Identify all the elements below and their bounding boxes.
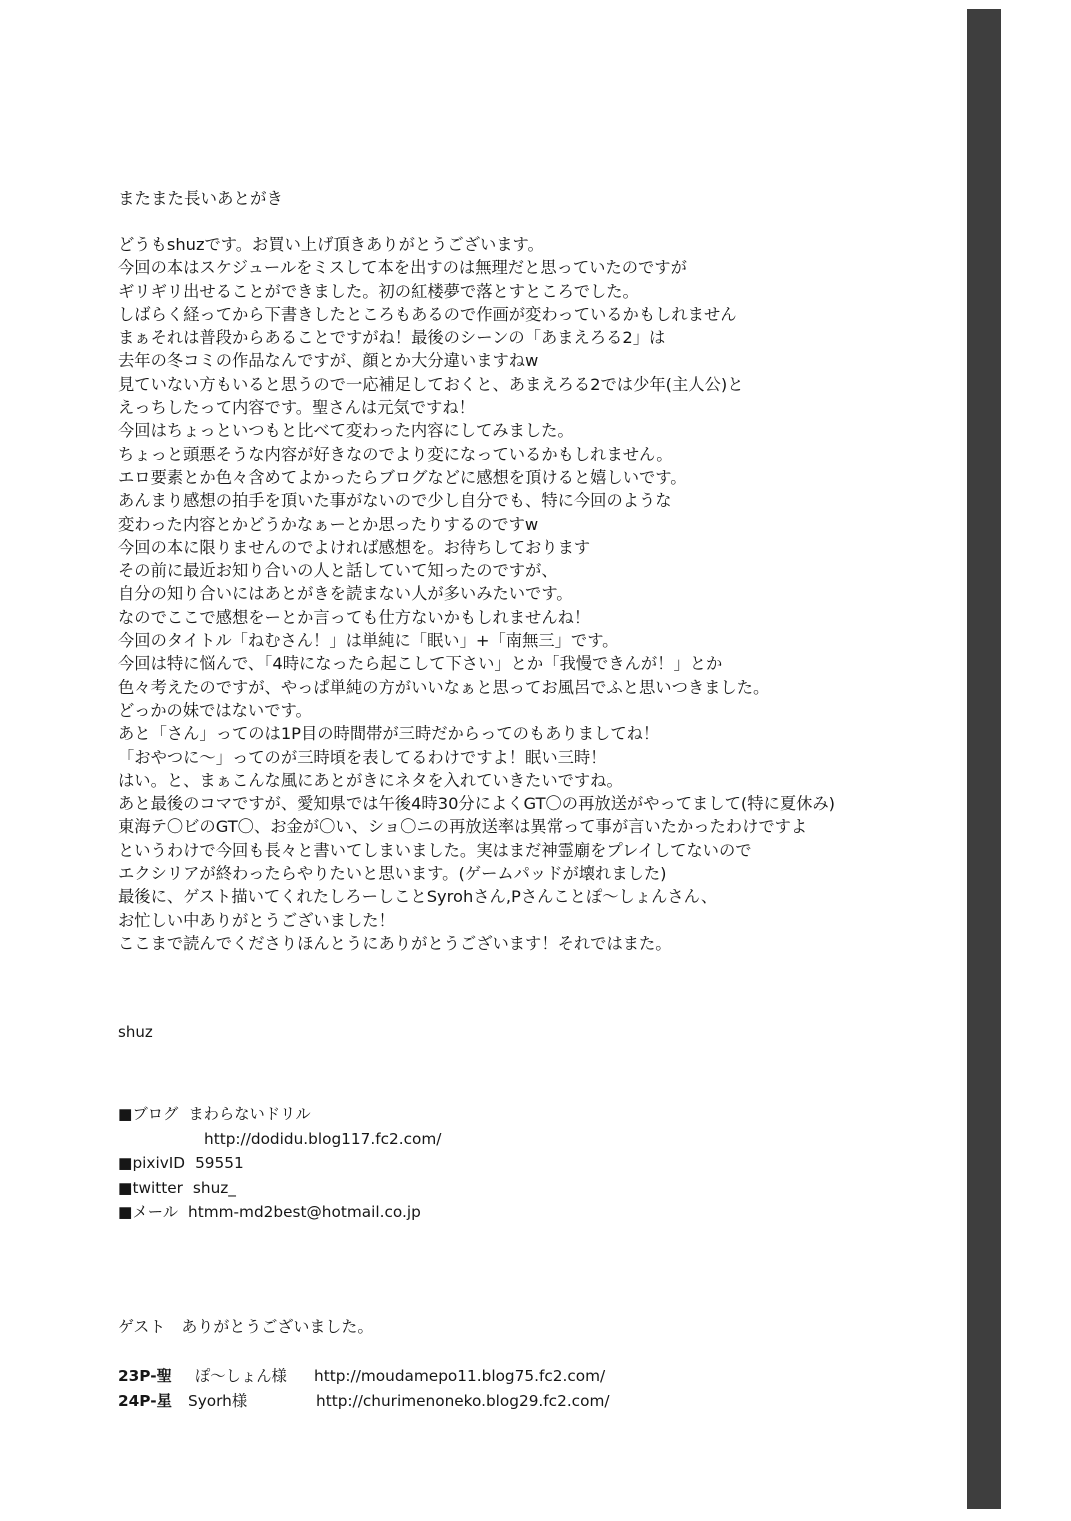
guest-url-link[interactable]: http://moudamepo11.blog75.fc2.com/ — [314, 1367, 606, 1385]
page-edge-bar — [967, 9, 1001, 1509]
body-line: エクシリアが終わったらやりたいと思います。(ゲームパッドが壊れました) — [118, 864, 667, 884]
body-line: 色々考えたのですが、やっぱ単純の方がいいなぁと思ってお風呂でふと思いつきました。 — [118, 677, 770, 697]
blog-label: ■ブログ — [118, 1105, 179, 1123]
mail-address[interactable]: htmm-md2best@hotmail.co.jp — [188, 1203, 421, 1221]
guest-name: Syorh様 — [188, 1391, 248, 1410]
body-line: なのでここで感想をーとか言っても仕方ないかもしれませんね！ — [118, 607, 591, 627]
twitter-row — [118, 1176, 441, 1201]
body-line: えっちしたって内容です。聖さんは元気ですね！ — [118, 398, 475, 418]
mail-row — [118, 1200, 441, 1225]
guest-page: 23P-聖 — [118, 1367, 172, 1385]
body-line: 東海テ〇ビのGT〇、お金が〇い、ショ〇ニの再放送率は異常って事が言いたかったわけですよ — [118, 817, 808, 837]
blog-row — [118, 1102, 441, 1127]
body-line: 今回の本はスケジュールをミスして本を出すのは無理だと思っていたのですが — [118, 258, 687, 278]
body-line: どっかの妹ではないです。 — [118, 700, 312, 720]
body-line: ちょっと頭悪そうな内容が好きなのでより変になっているかもしれません。 — [118, 444, 673, 464]
pixiv-label: ■pixivID — [118, 1154, 186, 1172]
body-line: エロ要素とか色々含めてよかったらブログなどに感想を頂けると嬉しいです。 — [118, 467, 687, 487]
guest-list — [118, 1364, 738, 1413]
guest-row — [118, 1389, 738, 1414]
body-line: 「おやつに～」ってのが三時頃を表してるわけですよ！眠い三時！ — [118, 747, 607, 767]
body-line: 今回のタイトル「ねむさん！」は単純に「眠い」+「南無三」です。 — [118, 631, 619, 651]
body-line: 去年の冬コミの作品なんですが、顔とか大分違いますねw — [118, 351, 539, 371]
body-line: あと最後のコマですが、愛知県では午後4時30分によくGT〇の再放送がやってまして(特に夏休み) — [118, 794, 836, 814]
blog-url-row — [118, 1127, 441, 1152]
blog-url-link[interactable]: http://dodidu.blog117.fc2.com/ — [204, 1129, 442, 1148]
body-line: はい。と、まぁこんな風にあとがきにネタを入れていきたいですね。 — [118, 770, 623, 790]
blog-name: まわらないドリル — [188, 1105, 311, 1123]
body-line: あと「さん」ってのは1P目の時間帯が三時だからってのもありましてね！ — [118, 724, 660, 744]
body-line: 今回は特に悩んで、「4時になったら起こして下さい」とか「我慢できんが！」とか — [118, 654, 723, 674]
body-line: どうもshuzです。お買い上げ頂きありがとうございます。 — [118, 235, 544, 254]
body-line: ギリギリ出せることができました。初の紅楼夢で落とすところでした。 — [118, 281, 639, 301]
body-line: あんまり感想の拍手を頂いた事がないので少し自分でも、特に今回のような — [118, 491, 672, 511]
body-line: というわけで今回も長々と書いてしまいました。実はまだ神霊廟をプレイしてないので — [118, 840, 752, 860]
author-signature: shuz — [118, 1023, 153, 1041]
guest-url-link[interactable]: http://churimenoneko.blog29.fc2.com/ — [316, 1391, 610, 1410]
body-line: 今回の本に限りませんのでよければ感想を。お待ちしております — [118, 537, 591, 557]
guest-row — [118, 1364, 738, 1389]
body-line: ここまで読んでくださりほんとうにありがとうございます！それではまた。 — [118, 933, 672, 953]
afterword-body — [118, 233, 948, 955]
body-line: 最後に、ゲスト描いてくれたしろーしことSyrohさん,Pさんことぽ～しょんさん、 — [118, 887, 718, 907]
guest-heading: ゲスト ありがとうございました。 — [118, 1317, 374, 1336]
mail-label: ■メール — [118, 1203, 179, 1221]
body-line: しばらく経ってから下書きしたところもあるので作画が変わっているかもしれません — [118, 304, 737, 324]
body-line: お忙しい中ありがとうございました！ — [118, 910, 395, 930]
pixiv-id: 59551 — [195, 1154, 244, 1172]
contact-links — [118, 1102, 441, 1225]
twitter-label: ■twitter — [118, 1178, 183, 1197]
twitter-id: shuz_ — [192, 1178, 236, 1197]
body-line: 自分の知り合いにはあとがきを読まない人が多いみたいです。 — [118, 584, 573, 604]
body-line: その前に最近お知り合いの人と話していて知ったのですが、 — [118, 561, 558, 581]
body-line: 変わった内容とかどうかなぁーとか思ったりするのですw — [118, 514, 539, 534]
body-line: まぁそれは普段からあることですがね！最後のシーンの「あまえろる2」は — [118, 328, 666, 348]
guest-name: ぽ～しょん様 — [195, 1367, 287, 1385]
pixiv-row — [118, 1151, 441, 1176]
afterword-title: またまた長いあとがき — [118, 189, 283, 208]
body-line: 見ていない方もいると思うので一応補足しておくと、あまえろる2では少年(主人公)と — [118, 374, 744, 394]
guest-page: 24P-星 — [118, 1391, 172, 1410]
body-line: 今回はちょっといつもと比べて変わった内容にしてみました。 — [118, 421, 574, 441]
